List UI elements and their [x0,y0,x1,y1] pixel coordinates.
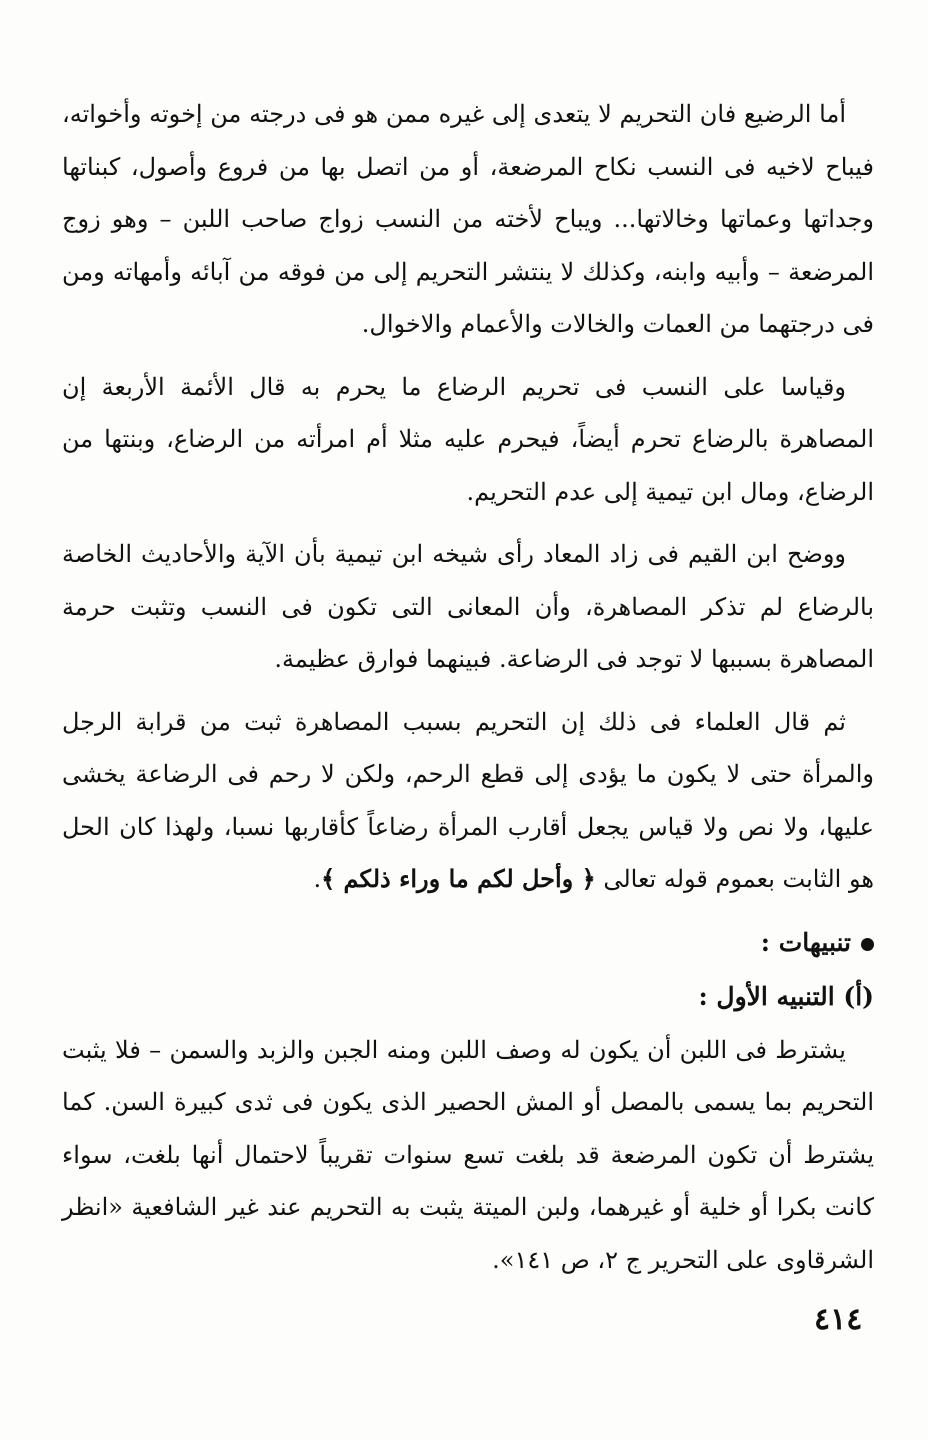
bullet-icon [861,938,874,951]
paragraph-4-text: ثم قال العلماء فى ذلك إن التحريم بسبب المصاهرة ثبت من قرابة الرجل والمرأة حتى لا يكون ما يؤدى إلى قطع الرحم، ولكن لا رحم فى الرضاعة يخشى عليها، ولا نص ولا قياس يجعل أقارب المرأة رضاعاً كأقاربها نسبا، ولهذا كان الحل هو الثابت بعموم قوله تعالى [62,707,874,893]
section-heading-first-note: (أ) التنبيه الأول : [698,981,874,1011]
paragraph-1: أما الرضيع فان التحريم لا يتعدى إلى غيره ممن هو فى درجته من إخوته وأخواته، فيباح لاخيه فى النسب نكاح المرضعة، أو من اتصل بها من فروع وأصول، كبناتها وجداتها وعماتها وخالاتها... ويباح لأخته من النسب زواج صاحب اللبن – وهو زوج المرضعة – وأبيه وابنه، وكذلك لا ينتشر التحريم إلى من فوقه من آبائه وأمهاته ومن فى درجتهما من العمات والخالات والأعمام والاخوال. [62,100,874,338]
page-number: ٤١٤ [814,1302,863,1337]
paragraph-5: يشترط فى اللبن أن يكون له وصف اللبن ومنه الجبن والزبد والسمن – فلا يثبت التحريم بما يسمى بالمصل أو المش الحصير الذى يكون فى ثدى كبيرة السن. كما يشترط أن تكون المرضعة قد بلغت تسع سنوات تقريباً لاحتمال أنها بلغت، سواء كانت بكرا أو خلية أو غيرهما، ولبن الميتة يثبت به التحريم عند غير الشافعية «انظر الشرقاوى على التحرير ج ٢، ص ١٤١». [62,1035,874,1274]
section-heading-notes [62,916,874,970]
paragraph-4 [62,696,874,906]
quran-quote: ﴿ وأحل لكم ما وراء ذلكم ﴾ [321,864,596,893]
paragraph-3: ووضح ابن القيم فى زاد المعاد رأى شيخه ابن تيمية بأن الآية والأحاديث الخاصة بالرضاع لم تذكر المصاهرة، وأن المعانى التى تكون فى النسب وتثبت حرمة المصاهرة بسببها لا توجد فى الرضاعة. فبينهما فوارق عظيمة. [62,540,874,673]
paragraph-2: وقياسا على النسب فى تحريم الرضاع ما يحرم به قال الأئمة الأربعة إن المصاهرة بالرضاع تحرم أيضاً، فيحرم عليه مثلا أم امرأته من الرضاع، وبنتها من الرضاع، ومال ابن تيمية إلى عدم التحريم. [62,372,874,506]
heading-notes-text: تنبيهات : [760,927,851,957]
paragraph-4-end: . [313,865,322,893]
page-body [62,88,874,1296]
